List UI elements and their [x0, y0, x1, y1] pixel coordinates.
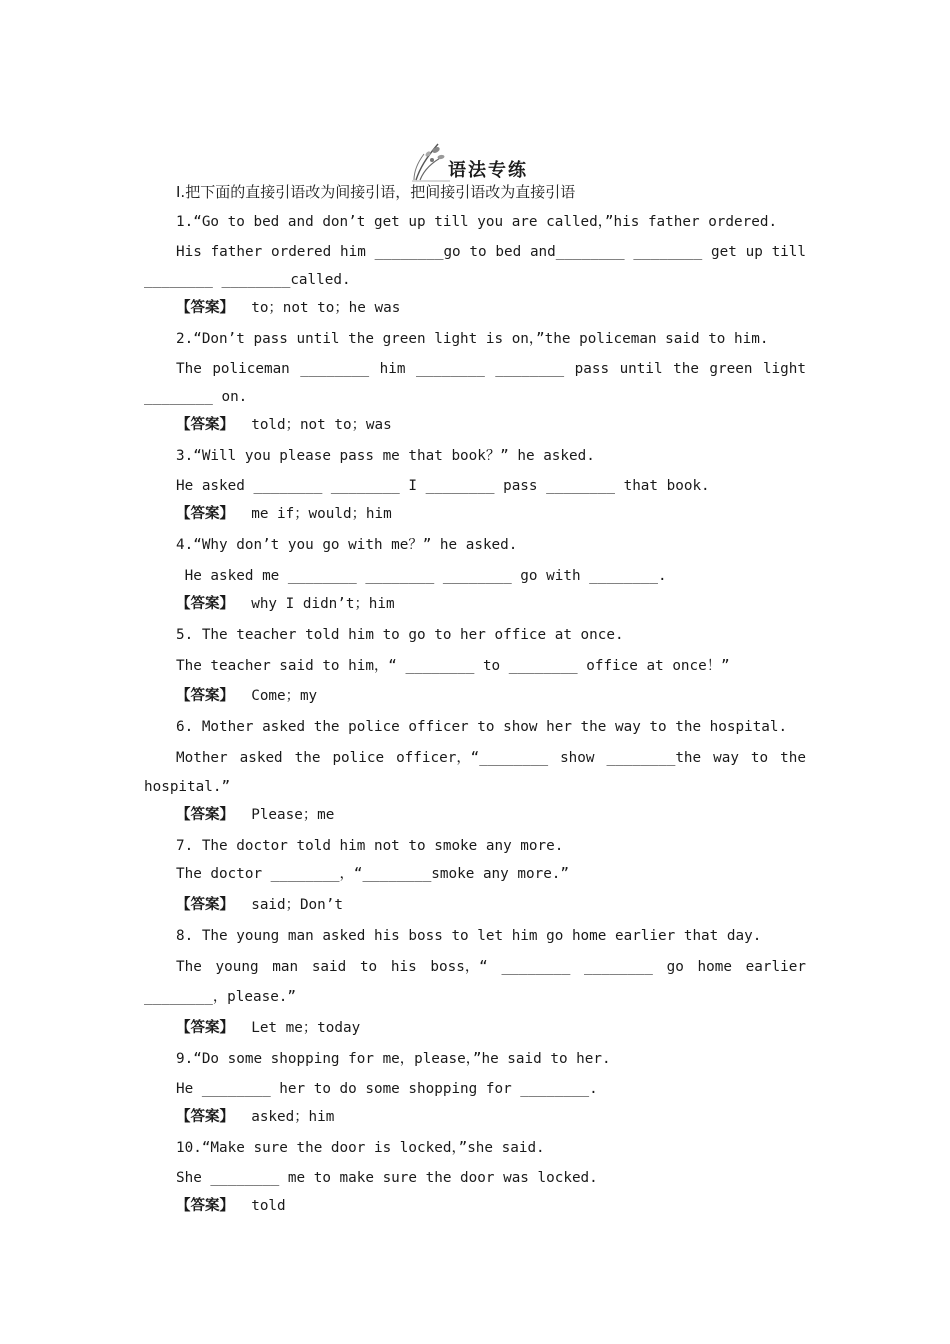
answer-tag: 【答案】 — [176, 1020, 234, 1036]
answer-tag: 【答案】 — [176, 506, 234, 522]
word: to — [469, 244, 487, 260]
word: man — [272, 959, 299, 975]
word: bed — [495, 244, 522, 260]
word: way — [713, 750, 739, 766]
word: ________ — [584, 959, 653, 975]
word: Mother — [176, 750, 228, 766]
question-1: 1.“Go to bed and don’t get up till you are called，”his father ordered. — [176, 214, 778, 230]
question-3: 3.“Will you please pass me that book？” he asked. — [176, 448, 595, 464]
word: till — [771, 244, 806, 260]
word: ________go — [374, 244, 461, 260]
answer-text: Please；me — [251, 807, 335, 823]
rewrite-10: She ________ me to make sure the door was locked. — [176, 1170, 598, 1186]
answer-5 — [176, 686, 317, 706]
answer-text: Come；my — [251, 688, 318, 704]
question-5: 5. The teacher told him to go to her office at once. — [176, 627, 624, 643]
word: police — [332, 750, 385, 766]
word: policeman — [212, 361, 290, 377]
word: ________ — [415, 361, 485, 377]
answer-text: me if；would；him — [251, 506, 392, 522]
word: and________ — [529, 244, 625, 260]
answer-7 — [176, 895, 343, 915]
answer-tag: 【答案】 — [176, 1109, 234, 1125]
answer-2 — [176, 415, 392, 435]
answer-text: told；not to；was — [251, 417, 392, 433]
answer-text: why I didn’t；him — [251, 596, 395, 612]
word: ________ — [633, 244, 703, 260]
rewrite-4: He asked me ________ ________ ________ go with ________. — [176, 568, 667, 584]
word: young — [215, 959, 259, 975]
question-7: 7. The doctor told him not to smoke any more. — [176, 838, 564, 854]
question-10: 10.“Make sure the door is locked，”she said. — [176, 1140, 545, 1156]
answer-text: to；not to；he was — [251, 300, 401, 316]
answer-text: said；Don’t — [251, 897, 343, 913]
word: up — [745, 244, 763, 260]
rewrite-9: He ________ her to do some shopping for ________. — [176, 1081, 598, 1097]
rewrite-1-line2: ________ ________called. — [144, 272, 351, 288]
answer-text: asked；him — [251, 1109, 335, 1125]
answer-tag: 【答案】 — [176, 897, 234, 913]
word: green — [709, 361, 753, 377]
rewrite-7: The doctor ________，“________smoke any more.” — [176, 866, 570, 882]
word: his — [390, 959, 417, 975]
answer-10 — [176, 1196, 286, 1216]
word: the — [780, 750, 806, 766]
answer-text: Let me；today — [251, 1020, 361, 1036]
word: pass — [574, 361, 610, 377]
question-9: 9.“Do some shopping for me，please，”he said to her. — [176, 1051, 611, 1067]
word: show — [560, 750, 595, 766]
answer-tag: 【答案】 — [176, 807, 234, 823]
question-6: 6. Mother asked the police officer to show her the way to the hospital. — [176, 719, 788, 735]
rewrite-5: The teacher said to him，“ ________ to ________ office at once！” — [176, 658, 730, 674]
rewrite-6-line1 — [176, 748, 806, 768]
answer-tag: 【答案】 — [176, 596, 234, 612]
answer-4 — [176, 594, 395, 614]
answer-8 — [176, 1018, 360, 1038]
word: get — [711, 244, 737, 260]
word: ________ — [495, 361, 565, 377]
word: boss，“ — [430, 959, 488, 975]
word: until — [619, 361, 663, 377]
answer-9 — [176, 1107, 334, 1127]
word: light — [762, 361, 806, 377]
rewrite-2-line2: ________ on. — [144, 389, 248, 405]
word: officer，“________ — [396, 750, 549, 766]
answer-tag: 【答案】 — [176, 300, 234, 316]
rewrite-2-line1 — [176, 359, 806, 379]
word: home — [697, 959, 732, 975]
header-title: 语法专练 — [448, 160, 528, 181]
rewrite-8-line2: ________，please.” — [144, 989, 297, 1005]
word: ordered — [270, 244, 332, 260]
word: ________ — [300, 361, 370, 377]
word: to — [359, 959, 378, 975]
answer-text: told — [251, 1198, 286, 1214]
word: asked — [239, 750, 283, 766]
section-title: Ⅰ.把下面的直接引语改为间接引语，把间接引语改为直接引语 — [176, 183, 576, 201]
answer-tag: 【答案】 — [176, 1198, 234, 1214]
word: earlier — [745, 959, 806, 975]
word: The — [176, 361, 202, 377]
rewrite-3: He asked ________ ________ I ________ pass ________ that book. — [176, 478, 710, 494]
question-4: 4.“Why don’t you go with me？” he asked. — [176, 537, 518, 553]
word: him — [379, 361, 406, 377]
rewrite-6-line2: hospital.” — [144, 779, 231, 795]
word: to — [750, 750, 769, 766]
word: ________the — [606, 750, 702, 766]
word: the — [673, 361, 699, 377]
rewrite-8-line1 — [176, 957, 806, 977]
answer-6 — [176, 805, 334, 825]
answer-3 — [176, 504, 392, 524]
word: go — [666, 959, 684, 975]
word: said — [311, 959, 347, 975]
answer-tag: 【答案】 — [176, 417, 234, 433]
word: ________ — [501, 959, 571, 975]
word: His — [176, 244, 202, 260]
word: father — [210, 244, 263, 260]
section-header — [410, 140, 570, 182]
word: the — [294, 750, 321, 766]
word: him — [340, 244, 366, 260]
word: The — [176, 959, 202, 975]
question-2: 2.“Don’t pass until the green light is on，”the policeman said to him. — [176, 331, 769, 347]
answer-tag: 【答案】 — [176, 688, 234, 704]
question-8: 8. The young man asked his boss to let him go home earlier that day. — [176, 928, 762, 944]
answer-1 — [176, 298, 400, 318]
rewrite-1-line1 — [176, 242, 806, 262]
